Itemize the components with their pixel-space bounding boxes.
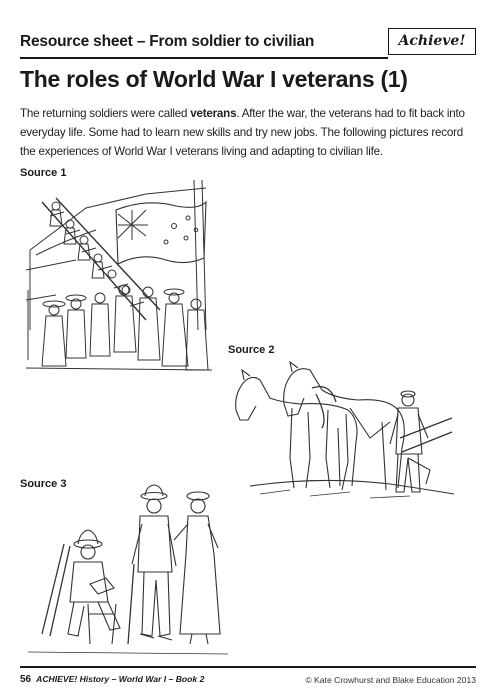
source-2-illustration (230, 358, 460, 508)
footer-divider (20, 666, 476, 668)
page-title: The roles of World War I veterans (1) (20, 66, 408, 92)
ship-disembarkation-illustration (26, 180, 212, 376)
intro-paragraph (20, 104, 480, 161)
source-1-illustration (26, 180, 212, 376)
wounded-veterans-illustration (28, 484, 228, 660)
sheet-title: Resource sheet – From soldier to civilian (20, 33, 315, 50)
source-3-label: Source 3 (20, 478, 67, 490)
horses-and-farmer-illustration (230, 358, 460, 508)
page-number: 56 (20, 674, 32, 685)
header (20, 30, 476, 58)
source-2-label: Source 2 (228, 344, 275, 356)
header-divider (20, 57, 388, 59)
source-1-label: Source 1 (20, 167, 67, 179)
intro-text-start: The returning soldiers were called (20, 107, 191, 120)
book-title: ACHIEVE! History – World War I – Book 2 (36, 674, 205, 684)
intro-bold-term: veterans (190, 107, 237, 120)
footer-left (20, 674, 204, 685)
achieve-badge: Achieve! (388, 28, 476, 55)
intro-text-end: . After the war, the veterans had to fit back into everyday life. Some had to learn new skills and try new jobs. The following pictures record the experiences of World War I veterans living and adapting to civilian life. (20, 107, 465, 158)
source-3-illustration (28, 484, 228, 660)
copyright-notice: © Kate Crowhurst and Blake Education 2013 (305, 675, 476, 685)
